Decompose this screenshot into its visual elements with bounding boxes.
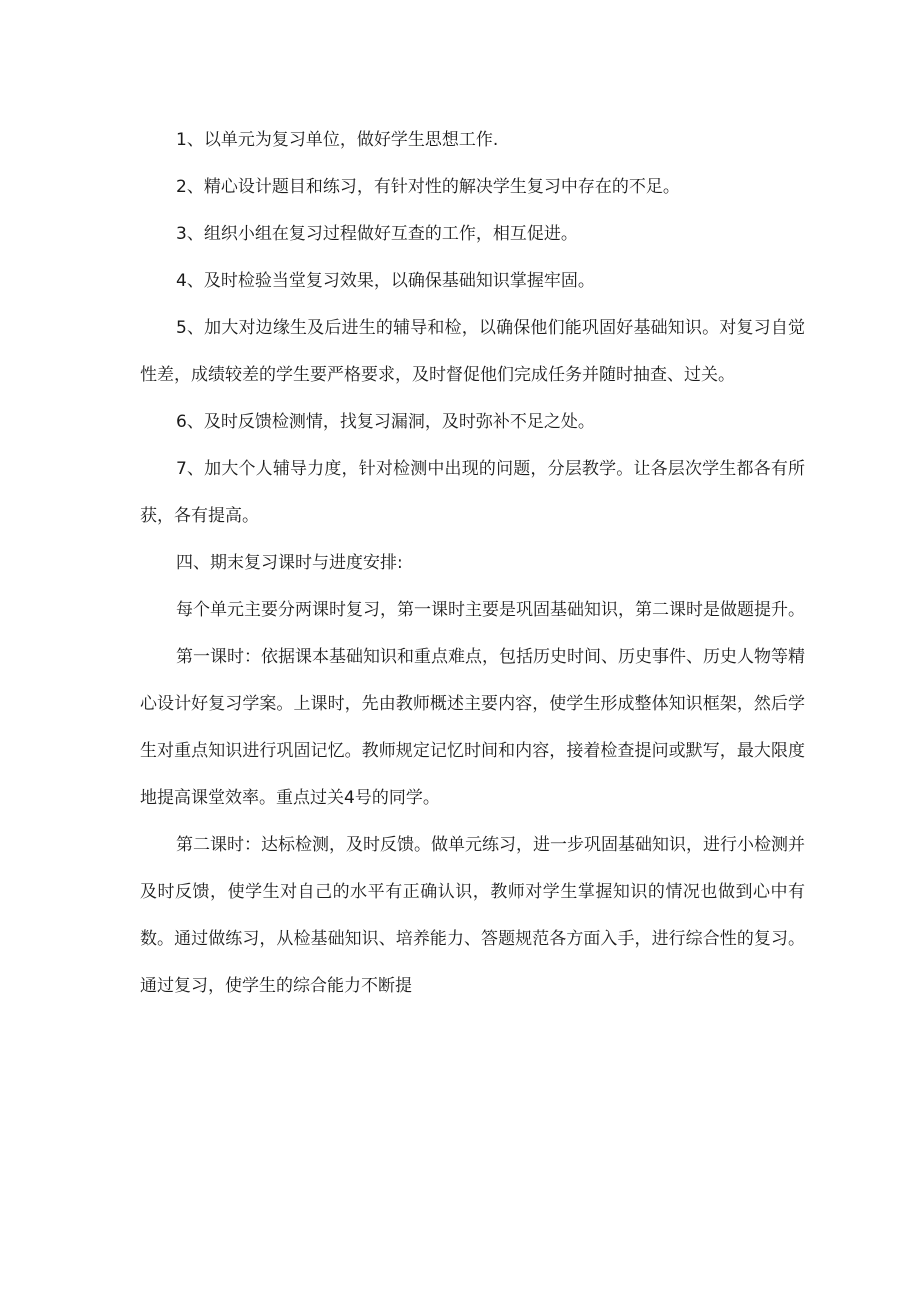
paragraph-item-5: 5、加大对边缘生及后进生的辅导和检，以确保他们能巩固好基础知识。对复习自觉性差，成绩较差的学生要严格要求，及时督促他们完成任务并随时抽查、过关。 xyxy=(140,318,805,385)
paragraph-item-7: 7、加大个人辅导力度，针对检测中出现的问题，分层教学。让各层次学生都各有所获，各有提高。 xyxy=(140,459,805,526)
paragraph-item-2: 2、精心设计题目和练习，有针对性的解决学生复习中存在的不足。 xyxy=(176,177,680,197)
paragraph-schedule-intro: 每个单元主要分两课时复习，第一课时主要是巩固基础知识，第二课时是做题提升。 xyxy=(176,600,805,620)
document-body xyxy=(140,117,805,1010)
paragraph-second-lesson: 第二课时：达标检测，及时反馈。做单元练习，进一步巩固基础知识，进行小检测并及时反馈，使学生对自己的水平有正确认识，教师对学生掌握知识的情况也做到心中有数。通过做练习，从检基础知识、培养能力、答题规范各方面入手，进行综合性的复习。通过复习，使学生的综合能力不断提 xyxy=(140,835,805,996)
paragraph-first-lesson: 第一课时：依据课本基础知识和重点难点，包括历史时间、历史事件、历史人物等精心设计好复习学案。上课时，先由教师概述主要内容，使学生形成整体知识框架，然后学生对重点知识进行巩固记忆。教师规定记忆时间和内容，接着检查提问或默写，最大限度地提高课堂效率。重点过关4号的同学。 xyxy=(140,647,805,808)
paragraph-item-4: 4、及时检验当堂复习效果，以确保基础知识掌握牢固。 xyxy=(176,271,595,291)
paragraph-item-1: 1、以单元为复习单位，做好学生思想工作. xyxy=(176,130,499,150)
paragraph-item-3: 3、组织小组在复习过程做好互查的工作，相互促进。 xyxy=(176,224,578,244)
paragraph-item-6: 6、及时反馈检测情，找复习漏洞，及时弥补不足之处。 xyxy=(176,412,595,432)
section-heading: 四、期末复习课时与进度安排: xyxy=(176,553,403,573)
